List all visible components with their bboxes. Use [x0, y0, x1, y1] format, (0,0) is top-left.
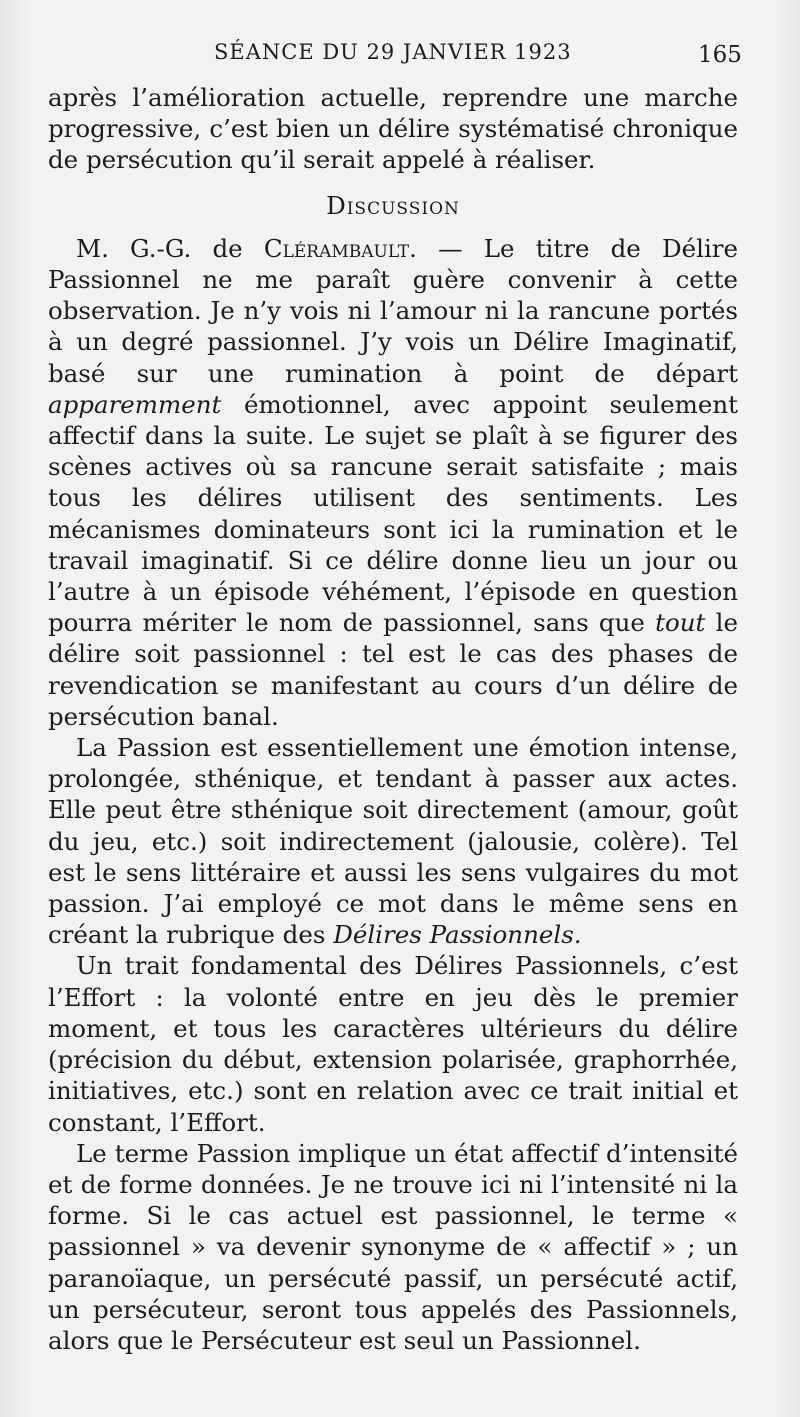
running-title: SÉANCE DU 29 JANVIER 1923 — [214, 40, 572, 64]
paragraph-text: le délire soit passionnel : tel est le cas des phases de revendication se manifestant au cours d’un délire de persécution banal. — [48, 608, 739, 731]
emphasis-text: apparemment — [48, 389, 222, 419]
emphasis-text: tout — [655, 608, 706, 638]
paragraph-effort: Un trait fondamental des Délires Passionnels, c’est l’Effort : la volonté entre en jeu dès le premier moment, et tous les caractères ultérieurs du délire (précision du début, extension polarisée, graphorrhée, initiatives, etc.) sont en relation avec ce trait initial et constant, l’Effort. — [48, 951, 738, 1137]
emphasis-text: Délires Passionnels. — [333, 920, 582, 950]
page-body — [48, 82, 738, 1356]
section-heading: Discussion — [326, 190, 460, 220]
paragraph-text: La Passion est essentiellement une émotion intense, prolongée, sthénique, et tendant à passer aux actes. Elle peut être sthénique soit directement (amour, goût du jeu, etc.) soit indirectement (jalousie, colère). Tel est le sens littéraire et aussi les sens vulgaires du mot passion. J’ai employé ce mot dans le même sens en créant la rubrique des — [48, 733, 738, 950]
paragraph-continuation: après l’amélioration actuelle, reprendre une marche progressive, c’est bien un délire systématisé chronique de persécution qu’il serait appelé à réaliser. — [48, 83, 738, 175]
paragraph-text: . — Le titre de Délire Passionnel ne me paraît guère convenir à cette observation. Je n’y vois ni l’amour ni la rancune portés à un degré passionnel. J’y vois un Délire Imaginatif, basé sur une rumination à point de départ — [48, 233, 738, 388]
paragraph-text: émotionnel, avec appoint seulement affectif dans la suite. Le sujet se plaît à se figurer des scènes actives où sa rancune serait satisfaite ; mais tous les délires utilisent des sentiments. Les mécanismes dominateurs sont ici la rumination et le travail imaginatif. Si ce délire donne lieu un jour ou l’autre à un épisode véhément, l’épisode en question pourra mériter le nom de passionnel, sans que — [48, 389, 738, 638]
paragraph-passion-term: Le terme Passion implique un état affectif d’intensité et de forme données. Je ne trouve ici ni l’intensité ni la forme. Si le cas actuel est passionnel, le terme « passionnel » va devenir synonyme de « affectif » ; un paranoïaque, un persécuté passif, un persécuté actif, un persécuteur, seront tous appelés des Passionnels, alors que le Persécuteur est seul un Passionnel. — [48, 1138, 738, 1355]
paragraph-passion-definition — [48, 732, 738, 950]
page-header — [0, 40, 800, 80]
speaker-name: Clérambault — [263, 233, 410, 263]
paragraph-clerambault-remarks — [48, 233, 738, 732]
speaker-prefix: M. G.-G. de — [76, 233, 264, 263]
page-number: 165 — [698, 42, 742, 68]
